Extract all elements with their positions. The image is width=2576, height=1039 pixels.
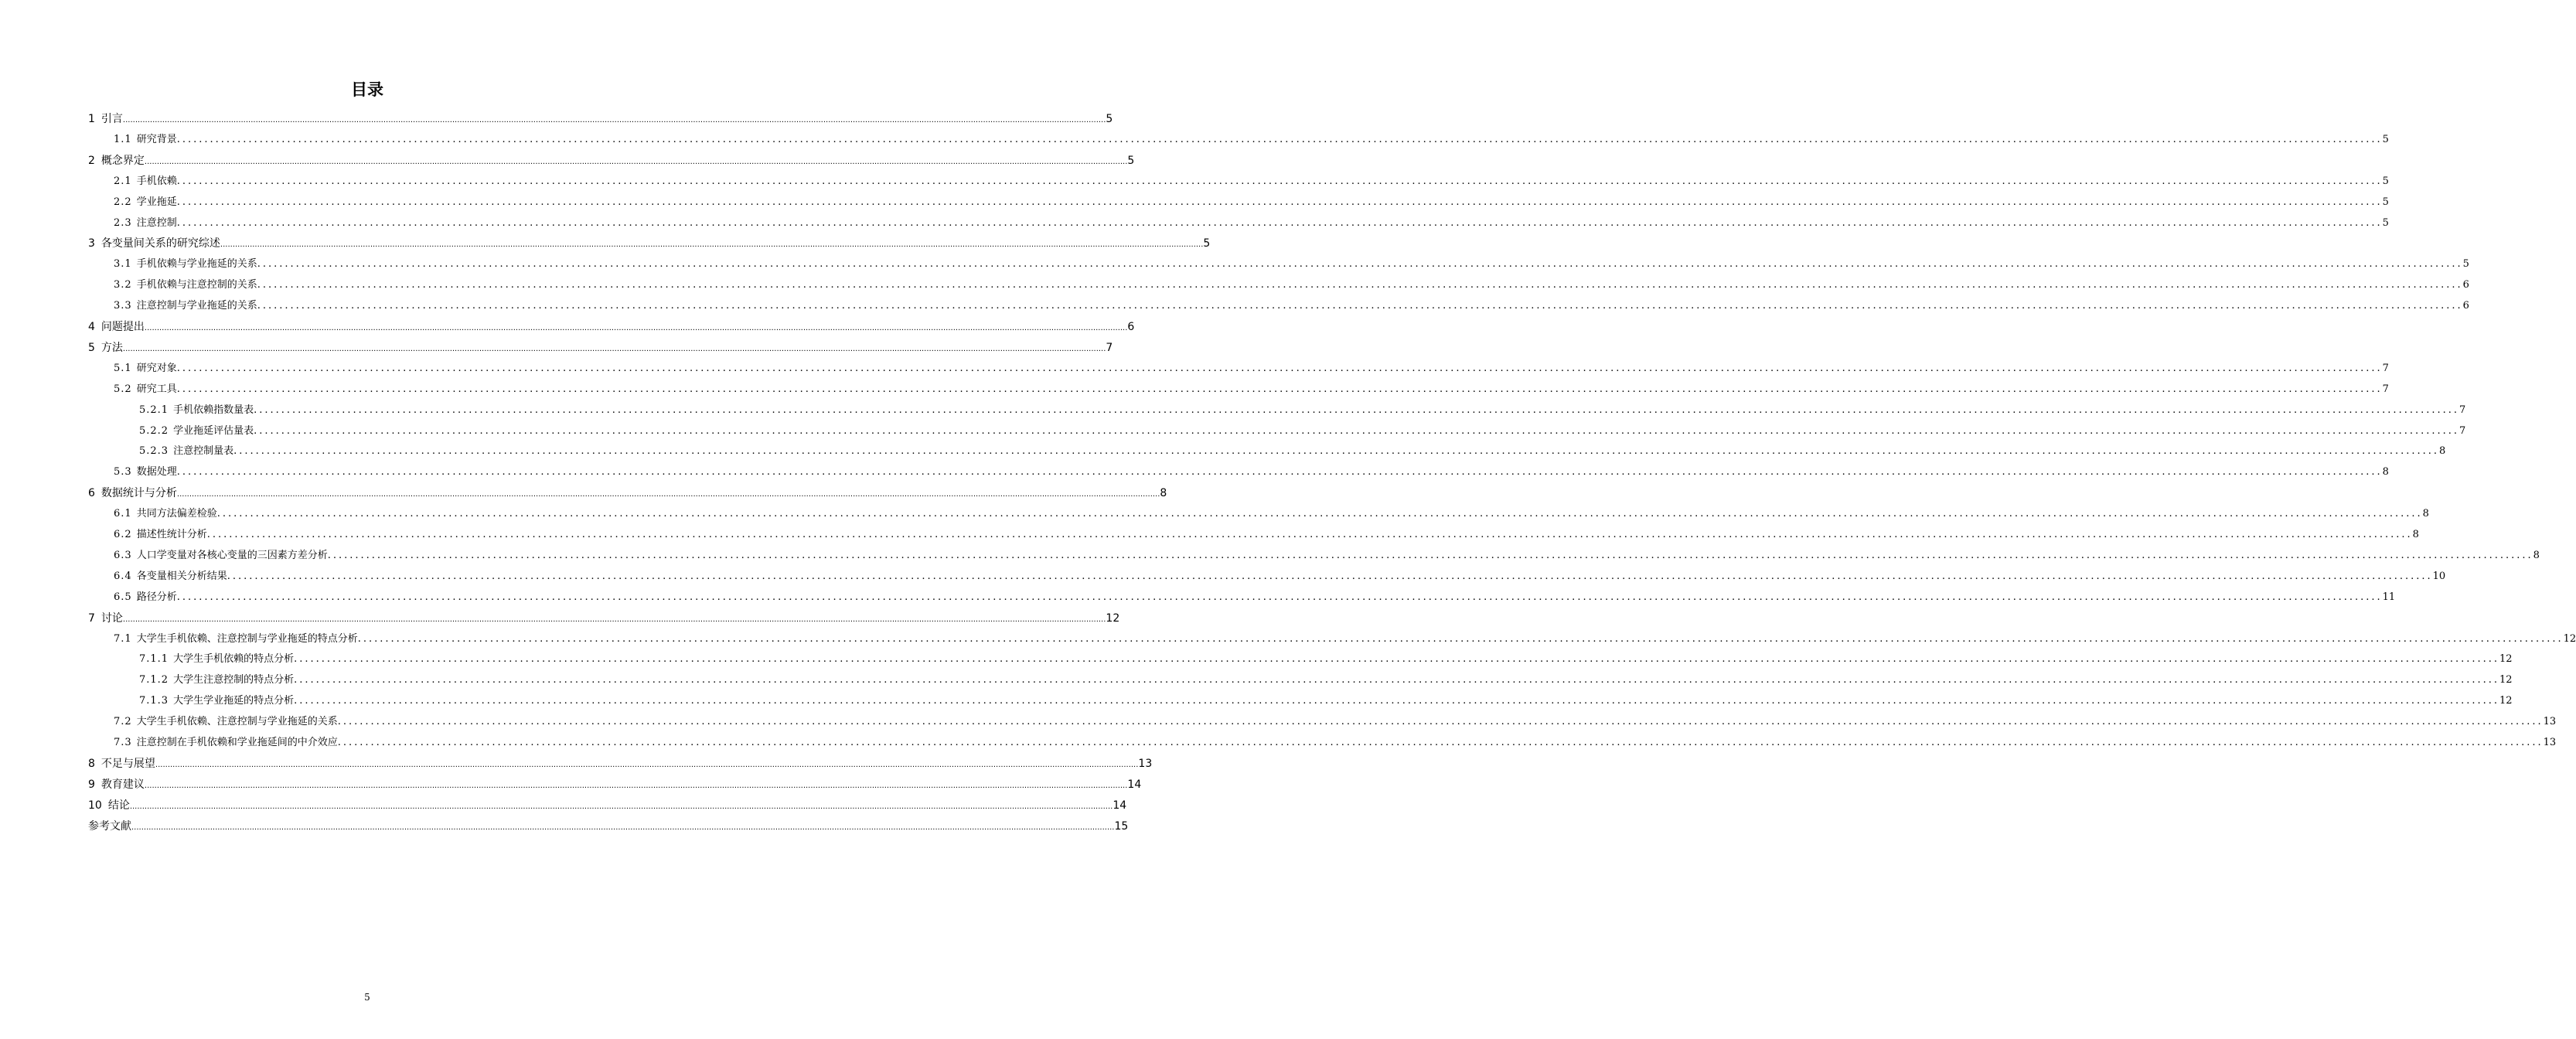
toc-entry-number: 1 [88, 113, 95, 125]
toc-entry-label: 注意控制量表 [173, 445, 234, 457]
toc-entry[interactable] [139, 652, 2513, 667]
toc-dot-leader: ................................................................................................................................................................................................................................................................................................................................................................................................................ [122, 345, 1106, 353]
toc-entry-label: 学业拖延 [136, 196, 177, 208]
toc-entry-label: 注意控制与学业拖延的关系 [136, 300, 257, 312]
toc-entry-page: 5 [2382, 196, 2389, 208]
toc-dot-leader: ................................................................................................................................................................................................................................................................................................................................................................................................................ [206, 529, 2413, 540]
toc-entry[interactable] [88, 777, 1142, 792]
toc-entry[interactable] [88, 485, 1167, 501]
toc-dot-leader: ................................................................................................................................................................................................................................................................................................................................................................................................................ [176, 217, 2383, 229]
toc-entry-page: 12 [2499, 695, 2513, 707]
toc-dot-leader: ................................................................................................................................................................................................................................................................................................................................................................................................................ [176, 363, 2383, 374]
toc-entry-label: 描述性统计分析 [136, 529, 207, 540]
toc-entry-number: 6.5 [114, 591, 132, 603]
toc-entry-page: 14 [1113, 799, 1127, 812]
toc-dot-leader: ................................................................................................................................................................................................................................................................................................................................................................................................................ [176, 134, 2383, 145]
toc-entry-label: 教育建议 [101, 778, 145, 791]
toc-entry[interactable] [88, 111, 1113, 127]
toc-entry-page: 10 [2432, 571, 2446, 582]
toc-entry-page: 13 [1138, 758, 1153, 770]
toc-entry-label: 大学生手机依赖的特点分析 [173, 653, 295, 665]
toc-entry[interactable] [114, 216, 2389, 231]
toc-dot-leader: ................................................................................................................................................................................................................................................................................................................................................................................................................ [176, 383, 2383, 395]
toc-entry-number: 5.2.2 [139, 425, 169, 437]
toc-entry-page: 11 [2382, 591, 2396, 603]
toc-entry-number: 6.1 [114, 508, 132, 520]
toc-entry-page: 8 [2439, 445, 2446, 457]
toc-entry[interactable] [114, 278, 2469, 293]
toc-entry-number: 7.1 [114, 633, 132, 645]
toc-dot-leader: ................................................................................................................................................................................................................................................................................................................................................................................................................ [155, 761, 1139, 769]
toc-entry-page: 8 [2382, 466, 2389, 478]
toc-entry-number: 3.3 [114, 300, 132, 312]
toc-dot-leader: ................................................................................................................................................................................................................................................................................................................................................................................................................ [176, 196, 2383, 208]
toc-entry[interactable] [139, 693, 2513, 709]
toc-entry[interactable] [114, 714, 2557, 730]
toc-entry[interactable] [114, 174, 2389, 189]
toc-dot-leader: ................................................................................................................................................................................................................................................................................................................................................................................................................ [176, 466, 2383, 478]
toc-dot-leader: ................................................................................................................................................................................................................................................................................................................................................................................................................ [294, 653, 2500, 665]
toc-entry[interactable] [88, 340, 1113, 356]
toc-entry-label: 问题提出 [101, 321, 145, 333]
toc-dot-leader: ................................................................................................................................................................................................................................................................................................................................................................................................................ [131, 823, 1115, 832]
toc-entry-number: 5.3 [114, 466, 132, 478]
toc-entry-page: 5 [2382, 134, 2389, 145]
toc-entry-number: 3.1 [114, 258, 132, 270]
toc-entry-page: 12 [2563, 633, 2576, 645]
toc-dot-leader: ................................................................................................................................................................................................................................................................................................................................................................................................................ [233, 445, 2440, 457]
toc-entry[interactable] [114, 527, 2419, 543]
toc-entry[interactable] [88, 319, 1135, 335]
toc-entry[interactable] [139, 403, 2466, 418]
toc-entry-number: 3 [88, 237, 95, 250]
toc-entry-label: 数据处理 [136, 466, 177, 478]
toc-entry-number: 7 [88, 612, 95, 625]
toc-dot-leader: ................................................................................................................................................................................................................................................................................................................................................................................................................ [257, 279, 2463, 291]
toc-entry-number: 1.1 [114, 134, 132, 145]
toc-entry-label: 各变量相关分析结果 [136, 571, 227, 582]
toc-entry-label: 研究背景 [136, 134, 177, 145]
toc-dot-leader: ................................................................................................................................................................................................................................................................................................................................................................................................................ [176, 490, 1160, 499]
toc-dot-leader: ................................................................................................................................................................................................................................................................................................................................................................................................................ [257, 258, 2463, 270]
toc-entry[interactable] [88, 236, 1211, 251]
toc-dot-leader: ................................................................................................................................................................................................................................................................................................................................................................................................................ [257, 300, 2463, 312]
toc-entry-label: 大学生学业拖延的特点分析 [173, 695, 295, 707]
toc-entry[interactable] [114, 132, 2389, 148]
toc-dot-leader: ................................................................................................................................................................................................................................................................................................................................................................................................................ [294, 674, 2500, 686]
toc-entry[interactable] [114, 590, 2396, 605]
toc-entry-number: 7.3 [114, 737, 132, 748]
toc-entry-number: 7.1.3 [139, 695, 169, 707]
toc-entry-label: 数据统计与分析 [101, 487, 177, 499]
toc-entry[interactable] [114, 548, 2540, 564]
toc-dot-leader: ................................................................................................................................................................................................................................................................................................................................................................................................................ [176, 591, 2383, 603]
toc-entry-page: 5 [2382, 175, 2389, 187]
toc-entry-page: 8 [2533, 550, 2540, 561]
toc-entry[interactable] [114, 195, 2389, 210]
toc-entry-page: 6 [1127, 321, 1135, 333]
toc-entry-page: 12 [2499, 653, 2513, 665]
toc-entry-label: 参考文献 [88, 820, 131, 833]
toc-entry-page: 7 [1106, 342, 1113, 354]
toc-dot-leader: ................................................................................................................................................................................................................................................................................................................................................................................................................ [337, 716, 2544, 727]
toc-entry-number: 3.2 [114, 279, 132, 291]
toc-dot-leader: ................................................................................................................................................................................................................................................................................................................................................................................................................ [294, 695, 2500, 707]
toc-entry-page: 15 [1114, 820, 1129, 833]
toc-dot-leader: ................................................................................................................................................................................................................................................................................................................................................................................................................ [144, 782, 1128, 790]
toc-entry-number: 2.3 [114, 217, 132, 229]
toc-entry-label: 路径分析 [136, 591, 177, 603]
toc-dot-leader: ................................................................................................................................................................................................................................................................................................................................................................................................................ [144, 324, 1128, 332]
toc-entry[interactable] [114, 382, 2389, 397]
page-footer-number: 5 [364, 992, 370, 1003]
toc-entry-label: 共同方法偏差检验 [136, 508, 217, 520]
toc-entry-label: 研究工具 [136, 383, 177, 395]
toc-entry-label: 各变量间关系的研究综述 [101, 237, 220, 250]
toc-entry[interactable] [114, 632, 2576, 647]
toc-entry-page: 5 [1203, 237, 1211, 250]
toc-entry-page: 13 [2543, 737, 2557, 748]
toc-entry[interactable] [114, 569, 2446, 584]
toc-entry-number: 2.1 [114, 175, 132, 187]
toc-entry-page: 5 [2382, 217, 2389, 229]
toc-entry[interactable] [88, 153, 1135, 169]
toc-entry-number: 6.4 [114, 571, 132, 582]
toc-entry-page: 12 [2499, 674, 2513, 686]
toc-dot-leader: ................................................................................................................................................................................................................................................................................................................................................................................................................ [129, 802, 1113, 811]
toc-entry-number: 7.2 [114, 716, 132, 727]
toc-entry-label: 大学生注意控制的特点分析 [173, 674, 295, 686]
toc-entry-label: 结论 [107, 799, 130, 812]
toc-entry-number: 5 [88, 342, 95, 354]
toc-entry-number: 6.2 [114, 529, 132, 540]
toc-entry-page: 8 [2412, 529, 2419, 540]
toc-entry-page: 5 [2462, 258, 2469, 270]
toc-dot-leader: ................................................................................................................................................................................................................................................................................................................................................................................................................ [327, 550, 2533, 561]
toc-entry-number: 5.2.3 [139, 445, 169, 457]
toc-entry[interactable] [114, 465, 2389, 480]
toc-entry-page: 13 [2543, 716, 2557, 727]
toc-entry-number: 10 [88, 799, 102, 812]
toc-title: 目录 [351, 80, 383, 99]
toc-dot-leader: ................................................................................................................................................................................................................................................................................................................................................................................................................ [216, 508, 2423, 520]
toc-entry-label: 引言 [101, 113, 123, 125]
toc-entry-number: 8 [88, 758, 95, 770]
toc-entry-page: 7 [2459, 404, 2466, 416]
toc-entry-label: 概念界定 [101, 155, 145, 167]
toc-entry-label: 手机依赖 [136, 175, 177, 187]
toc-entry[interactable] [114, 298, 2469, 314]
toc-entry[interactable] [114, 257, 2469, 272]
toc-entry-label: 方法 [101, 342, 123, 354]
toc-dot-leader: ................................................................................................................................................................................................................................................................................................................................................................................................................ [122, 116, 1106, 124]
toc-dot-leader: ................................................................................................................................................................................................................................................................................................................................................................................................................ [220, 240, 1204, 249]
toc-entry-page: 5 [1127, 155, 1135, 167]
toc-entry-number: 9 [88, 778, 95, 791]
toc-entry-number: 5.2.1 [139, 404, 169, 416]
toc-entry-page: 12 [1106, 612, 1120, 625]
toc-entry-page: 6 [2462, 300, 2469, 312]
toc-entry-number: 5.2 [114, 383, 132, 395]
toc-entry-number: 5.1 [114, 363, 132, 374]
toc-entry-label: 注意控制在手机依赖和学业拖延间的中介效应 [136, 737, 338, 748]
toc-entry[interactable] [88, 798, 1127, 813]
toc-entry-page: 8 [2422, 508, 2429, 520]
toc-entry-number: 7.1.1 [139, 653, 169, 665]
toc-entry-label: 大学生手机依赖、注意控制与学业拖延的关系 [136, 716, 338, 727]
toc-entry-page: 5 [1106, 113, 1113, 125]
toc-entry-number: 6.3 [114, 550, 132, 561]
toc-entry-page: 7 [2382, 383, 2389, 395]
toc-entry[interactable] [88, 611, 1120, 626]
toc-entry-label: 注意控制 [136, 217, 177, 229]
toc-entry-page: 7 [2382, 363, 2389, 374]
toc-dot-leader: ................................................................................................................................................................................................................................................................................................................................................................................................................ [122, 615, 1106, 624]
toc-entry-label: 手机依赖与学业拖延的关系 [136, 258, 257, 270]
toc-entry-label: 人口学变量对各核心变量的三因素方差分析 [136, 550, 328, 561]
toc-entry[interactable] [88, 756, 1153, 772]
toc-entry-label: 大学生手机依赖、注意控制与学业拖延的特点分析 [136, 633, 358, 645]
toc-entry-page: 6 [2462, 279, 2469, 291]
toc-dot-leader: ................................................................................................................................................................................................................................................................................................................................................................................................................ [227, 571, 2433, 582]
toc-dot-leader: ................................................................................................................................................................................................................................................................................................................................................................................................................ [254, 404, 2460, 416]
toc-entry[interactable] [139, 444, 2446, 459]
toc-dot-leader: ................................................................................................................................................................................................................................................................................................................................................................................................................ [254, 425, 2460, 437]
toc-entry-label: 手机依赖与注意控制的关系 [136, 279, 257, 291]
toc-entry-label: 学业拖延评估量表 [173, 425, 254, 437]
toc-entry[interactable] [114, 735, 2557, 751]
toc-entry-number: 4 [88, 321, 95, 333]
toc-entry[interactable] [114, 361, 2389, 376]
toc-entry-page: 7 [2459, 425, 2466, 437]
toc-entry-label: 研究对象 [136, 363, 177, 374]
toc-entry-page: 14 [1127, 778, 1142, 791]
toc-entry-label: 不足与展望 [101, 758, 155, 770]
toc-entry-number: 6 [88, 487, 95, 499]
toc-dot-leader: ................................................................................................................................................................................................................................................................................................................................................................................................................ [176, 175, 2383, 187]
toc-entry-number: 2 [88, 155, 95, 167]
toc-entry-number: 7.1.2 [139, 674, 169, 686]
toc-entry-label: 手机依赖指数量表 [173, 404, 254, 416]
toc-entry[interactable] [114, 506, 2429, 522]
toc-dot-leader: ................................................................................................................................................................................................................................................................................................................................................................................................................ [144, 158, 1128, 166]
toc-dot-leader: ................................................................................................................................................................................................................................................................................................................................................................................................................ [337, 737, 2544, 748]
toc-entry[interactable] [88, 819, 1129, 834]
toc-entry-label: 讨论 [101, 612, 123, 625]
toc-entry-number: 2.2 [114, 196, 132, 208]
toc-entry-page: 8 [1160, 487, 1167, 499]
toc-entry[interactable] [139, 673, 2513, 688]
toc-dot-leader: ................................................................................................................................................................................................................................................................................................................................................................................................................ [357, 633, 2564, 645]
toc-entry[interactable] [139, 424, 2466, 439]
